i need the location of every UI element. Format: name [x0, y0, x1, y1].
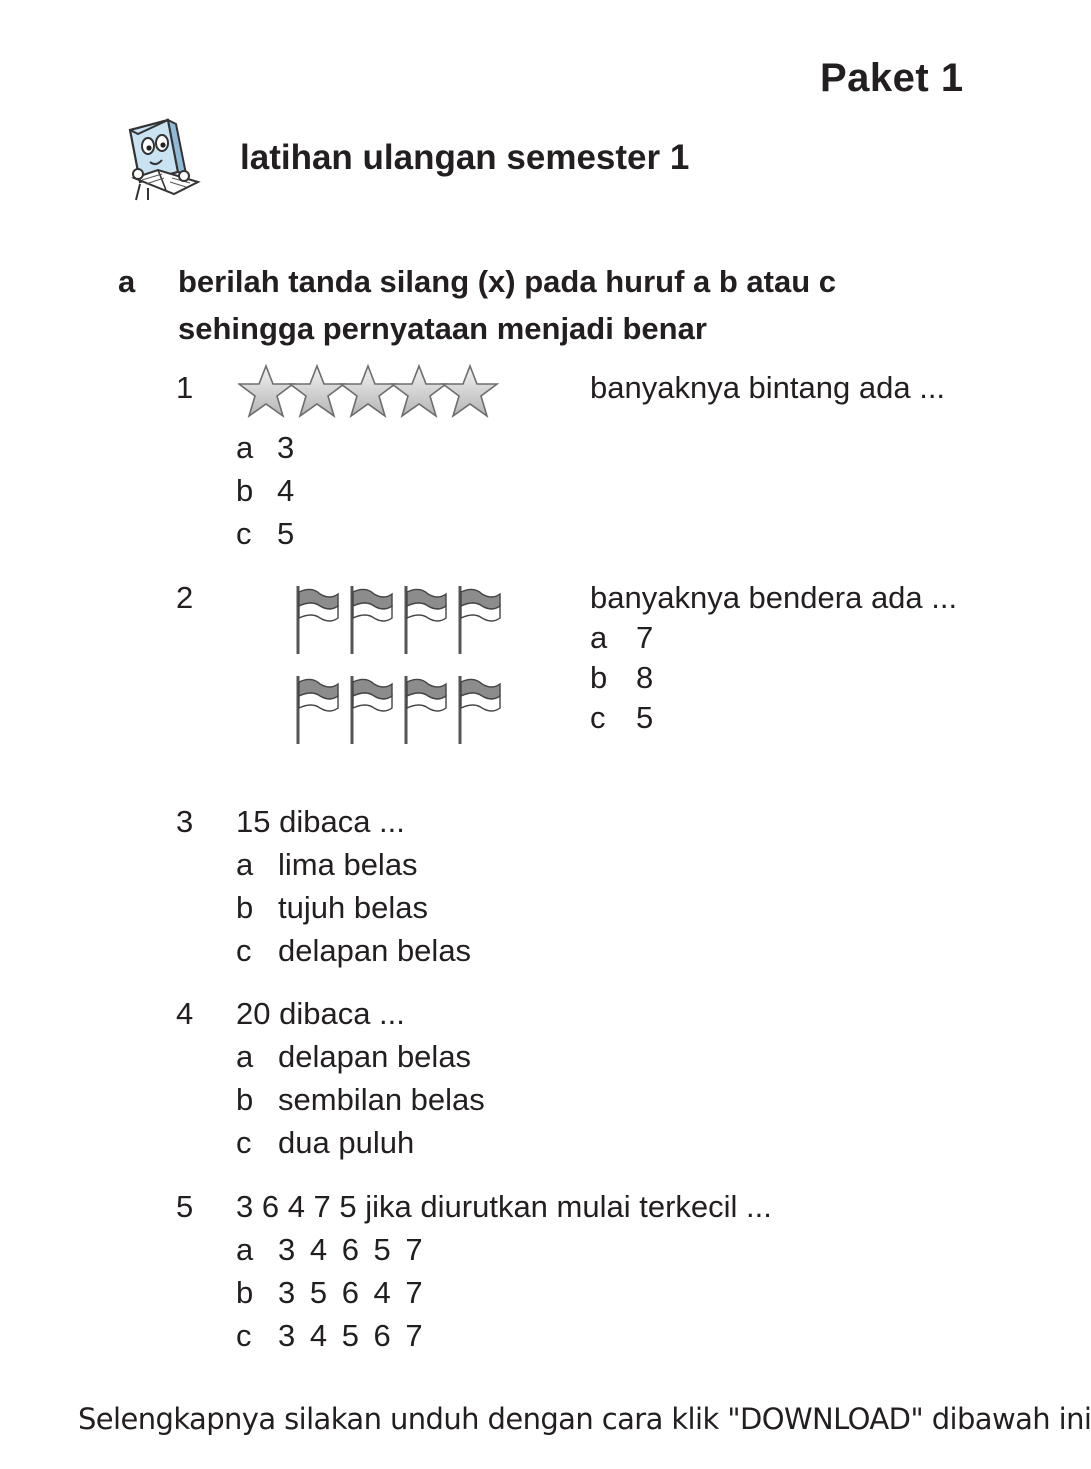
question-number: 1	[176, 370, 194, 405]
star-icon	[443, 366, 497, 416]
question-number: 2	[176, 580, 194, 615]
flag-icon	[298, 586, 338, 654]
book-mascot-icon	[118, 112, 208, 204]
star-icon	[239, 366, 293, 416]
instruction-line-1: berilah tanda silang (x) pada huruf a b atau c	[178, 264, 837, 299]
section-letter: a	[118, 264, 136, 299]
package-label: Paket 1	[820, 56, 964, 100]
question-text: 15 dibaca ...	[236, 804, 405, 839]
option-value: 7	[636, 620, 654, 655]
star-icon	[392, 366, 446, 416]
option-label: b	[236, 890, 254, 925]
option-value: 8	[636, 660, 654, 695]
instruction-line-2: sehingga pernyataan menjadi benar	[178, 311, 707, 346]
option-value: delapan belas	[278, 1039, 472, 1074]
option-label: b	[236, 1082, 254, 1117]
option-value: 3	[277, 430, 295, 465]
star-icon	[341, 366, 395, 416]
download-notice: Selengkapnya silakan unduh dengan cara klik "DOWNLOAD" dibawah ini	[78, 1402, 1091, 1436]
question-text: banyaknya bintang ada ...	[590, 370, 946, 405]
question-number: 4	[176, 996, 194, 1031]
option-value: 3 5 6 4 7	[278, 1275, 426, 1310]
option-label: c	[236, 933, 252, 968]
stars-picture	[238, 362, 500, 420]
option-label: a	[236, 430, 254, 465]
option-label: b	[236, 1275, 254, 1310]
flag-icon	[406, 676, 446, 744]
option-value: 5	[277, 516, 295, 551]
flag-icon	[460, 586, 500, 654]
flag-icon	[352, 586, 392, 654]
option-value: 3 4 6 5 7	[278, 1232, 426, 1267]
option-value: 5	[636, 700, 654, 735]
option-label: c	[236, 516, 252, 551]
question-number: 3	[176, 804, 194, 839]
star-icon	[290, 366, 344, 416]
option-value: delapan belas	[278, 933, 472, 968]
option-value: 4	[277, 473, 295, 508]
option-value: sembilan belas	[278, 1082, 485, 1117]
option-label: a	[236, 1232, 254, 1267]
option-value: dua puluh	[278, 1125, 415, 1160]
page-title: latihan ulangan semester 1	[240, 138, 690, 177]
flag-icon	[298, 676, 338, 744]
question-number: 5	[176, 1189, 194, 1224]
option-value: tujuh belas	[278, 890, 428, 925]
question-text: banyaknya bendera ada ...	[590, 580, 958, 615]
option-label: c	[590, 700, 606, 735]
flags-picture	[292, 582, 508, 748]
flag-icon	[406, 586, 446, 654]
option-label: a	[590, 620, 608, 655]
option-value: lima belas	[278, 847, 418, 882]
option-label: a	[236, 1039, 254, 1074]
flag-icon	[352, 676, 392, 744]
option-label: c	[236, 1125, 252, 1160]
option-label: b	[236, 473, 254, 508]
option-value: 3 4 5 6 7	[278, 1318, 426, 1353]
question-text: 20 dibaca ...	[236, 996, 405, 1031]
option-label: a	[236, 847, 254, 882]
flag-icon	[460, 676, 500, 744]
option-label: c	[236, 1318, 252, 1353]
option-label: b	[590, 660, 608, 695]
question-text: 3 6 4 7 5 jika diurutkan mulai terkecil ...	[236, 1189, 772, 1224]
